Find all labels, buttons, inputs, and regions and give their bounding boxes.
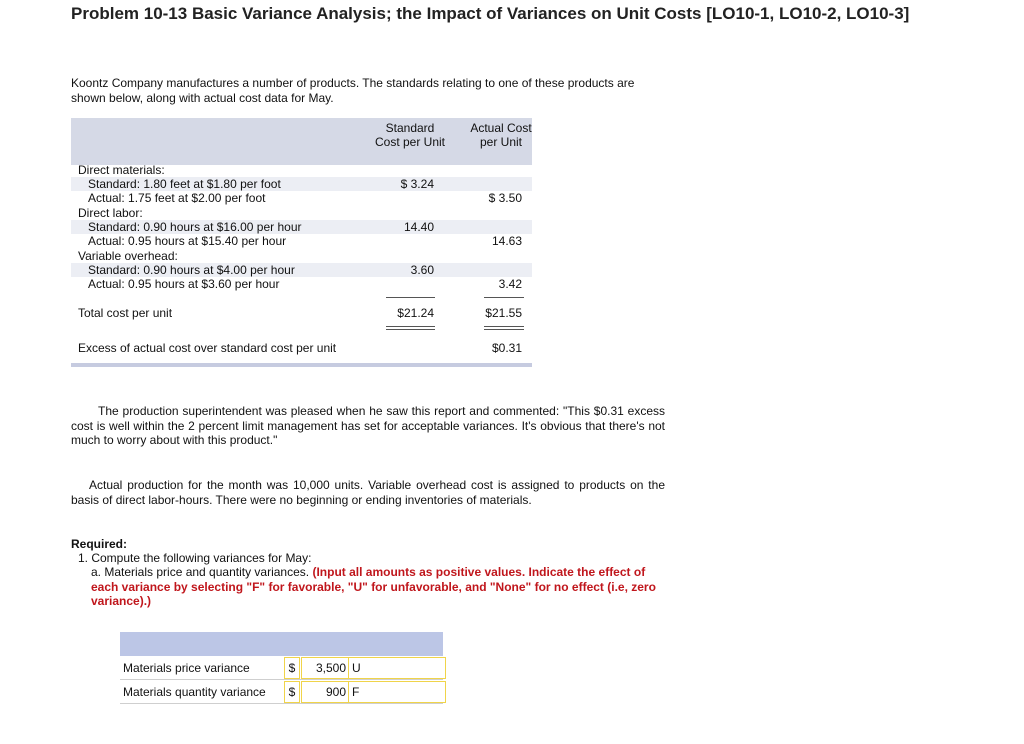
instruction-text: (Input all amounts as positive values. Indicate the effect of each variance by selecting "F" for favorable, "U" for unfavorable, and "None" for no effect (i.e, zero variance).) <box>91 565 656 608</box>
answer-row-quantity <box>120 681 443 704</box>
dl-actual-label: Actual: 0.95 hours at $15.40 per hour <box>88 234 287 248</box>
dm-standard-label: Standard: 1.80 feet at $1.80 per foot <box>88 177 281 191</box>
superintendent-paragraph: The production superintendent was pleased when he saw this report and commented: "This $0.31 excess cost is well within the 2 percent limit management has set for acceptable variances. It's obvious that there's not much to worry about with this product." <box>71 404 665 447</box>
required-item-1: 1. Compute the following variances for May: <box>78 551 312 565</box>
answer-table-header <box>120 632 443 656</box>
total-actual-value: $21.55 <box>485 306 522 320</box>
intro-paragraph: Koontz Company manufactures a number of products. The standards relating to one of these products are shown below, along with actual cost data for May. <box>71 76 635 105</box>
item-a-text: a. Materials price and quantity variances. <box>91 565 310 579</box>
quantity-variance-label: Materials quantity variance <box>123 685 266 699</box>
total-double-rule <box>484 326 524 327</box>
price-variance-label: Materials price variance <box>123 661 250 675</box>
dm-actual-value: $ 3.50 <box>488 191 522 205</box>
total-double-rule <box>386 329 435 330</box>
voh-standard-value: 3.60 <box>410 263 434 277</box>
price-variance-effect-select[interactable]: U <box>348 657 446 679</box>
required-item-a <box>91 565 671 609</box>
total-label: Total cost per unit <box>78 306 173 320</box>
dm-heading: Direct materials: <box>78 163 165 177</box>
dl-standard-label: Standard: 0.90 hours at $16.00 per hour <box>88 220 302 234</box>
required-heading: Required: <box>71 537 128 551</box>
total-double-rule <box>386 326 435 327</box>
col-standard-header: Standard Cost per Unit <box>374 121 446 149</box>
voh-actual-label: Actual: 0.95 hours at $3.60 per hour <box>88 277 280 291</box>
page-title: Problem 10-13 Basic Variance Analysis; the Impact of Variances on Unit Costs [LO10-1, LO10-2, LO10-3] <box>71 4 910 23</box>
quantity-currency-cell: $ <box>284 681 300 703</box>
subtotal-rule <box>484 297 524 298</box>
dl-heading: Direct labor: <box>78 206 143 220</box>
voh-heading: Variable overhead: <box>78 249 178 263</box>
price-currency-cell: $ <box>284 657 300 679</box>
dm-actual-label: Actual: 1.75 feet at $2.00 per foot <box>88 191 266 205</box>
dm-standard-value: $ 3.24 <box>400 177 434 191</box>
production-paragraph: Actual production for the month was 10,000 units. Variable overhead cost is assigned to products on the basis of direct labor-hours. There were no beginning or ending inventories of materials. <box>71 478 665 507</box>
voh-standard-label: Standard: 0.90 hours at $4.00 per hour <box>88 263 295 277</box>
col-actual-header: Actual Cost per Unit <box>470 121 532 149</box>
voh-actual-value: 3.42 <box>498 277 522 291</box>
dl-actual-value: 14.63 <box>491 234 522 248</box>
quantity-variance-effect-select[interactable]: F <box>348 681 446 703</box>
dl-standard-value: 14.40 <box>403 220 434 234</box>
price-variance-amount-input[interactable]: 3,500 <box>301 657 350 679</box>
total-double-rule <box>484 329 524 330</box>
quantity-variance-amount-input[interactable]: 900 <box>301 681 350 703</box>
excess-value: $0.31 <box>491 341 522 355</box>
total-standard-value: $21.24 <box>397 306 434 320</box>
subtotal-rule <box>386 297 435 298</box>
answer-row-price <box>120 657 443 680</box>
excess-label: Excess of actual cost over standard cost per unit <box>78 341 337 355</box>
table-bottom-band <box>71 363 532 367</box>
